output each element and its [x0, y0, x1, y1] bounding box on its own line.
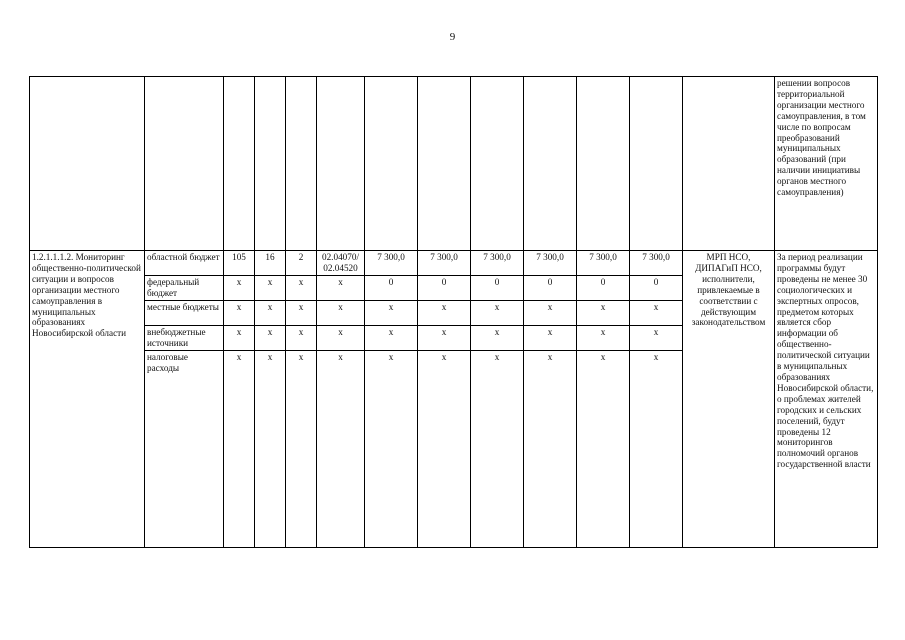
cell: x	[471, 326, 524, 351]
cell: x	[577, 301, 630, 326]
cell: 7 300,0	[524, 251, 577, 276]
cell: x	[418, 351, 471, 548]
continuation-row	[30, 77, 878, 251]
funding-source: местные бюджеты	[145, 301, 224, 326]
cell: 7 300,0	[365, 251, 418, 276]
cell: x	[317, 276, 365, 301]
cell: x	[255, 326, 286, 351]
cell: x	[317, 326, 365, 351]
cell: 2	[286, 251, 317, 276]
cell: 0	[630, 276, 683, 301]
cell: x	[365, 351, 418, 548]
cell: x	[524, 301, 577, 326]
cell: 0	[577, 276, 630, 301]
cell: x	[255, 301, 286, 326]
expected-result: За период реализации программы будут проведены не менее 30 социологических и экспертных опросов, предметом которых является сбор информации об общественно-политической ситуации в муниципальных образованиях Новосибирской области, о проблемах жителей городских и сельских поселений, будут проведены 12 мониторингов полномочий органов государственной власти	[775, 251, 878, 548]
cell: x	[577, 351, 630, 548]
cell: x	[224, 326, 255, 351]
cell: x	[418, 301, 471, 326]
funding-source: областной бюджет	[145, 251, 224, 276]
cell: 0	[365, 276, 418, 301]
cell: x	[471, 351, 524, 548]
cell: x	[365, 301, 418, 326]
cell: 16	[255, 251, 286, 276]
cell: x	[224, 301, 255, 326]
cell: x	[471, 301, 524, 326]
cell: 7 300,0	[577, 251, 630, 276]
executor: МРП НСО, ДИПАГиП НСО, исполнители, привлекаемые в соответствии с действующим законодательством	[683, 251, 775, 548]
cell: 7 300,0	[630, 251, 683, 276]
cell: x	[630, 301, 683, 326]
cell: x	[286, 276, 317, 301]
cell: x	[317, 301, 365, 326]
cell: 0	[418, 276, 471, 301]
cell: 105	[224, 251, 255, 276]
continuation-note: решении вопросов территориальной организации местного самоуправления, в том числе по вопросам преобразований муниципальных образований (при наличии инициативы органов местного самоуправления)	[775, 77, 878, 251]
cell: x	[255, 351, 286, 548]
cell: x	[365, 326, 418, 351]
cell: x	[224, 276, 255, 301]
cell: x	[286, 326, 317, 351]
cell: x	[317, 351, 365, 548]
funding-source: налоговые расходы	[145, 351, 224, 548]
cell: 02.04070/ 02.04520	[317, 251, 365, 276]
cell: x	[524, 326, 577, 351]
program-table	[29, 76, 878, 548]
cell: 7 300,0	[418, 251, 471, 276]
funding-source: федеральный бюджет	[145, 276, 224, 301]
cell: x	[524, 351, 577, 548]
page-number: 9	[449, 31, 456, 43]
cell: x	[630, 326, 683, 351]
cell: x	[286, 351, 317, 548]
cell: x	[577, 326, 630, 351]
cell: x	[418, 326, 471, 351]
cell: 0	[524, 276, 577, 301]
table-row	[30, 251, 878, 276]
cell: x	[286, 301, 317, 326]
cell: 0	[471, 276, 524, 301]
item-name: 1.2.1.1.1.2. Мониторинг общественно-политической ситуации и вопросов организации местного самоуправления в муниципальных образованиях Новосибирской области	[30, 251, 145, 548]
cell: 7 300,0	[471, 251, 524, 276]
cell: x	[630, 351, 683, 548]
cell: x	[224, 351, 255, 548]
cell: x	[255, 276, 286, 301]
funding-source: внебюджетные источники	[145, 326, 224, 351]
